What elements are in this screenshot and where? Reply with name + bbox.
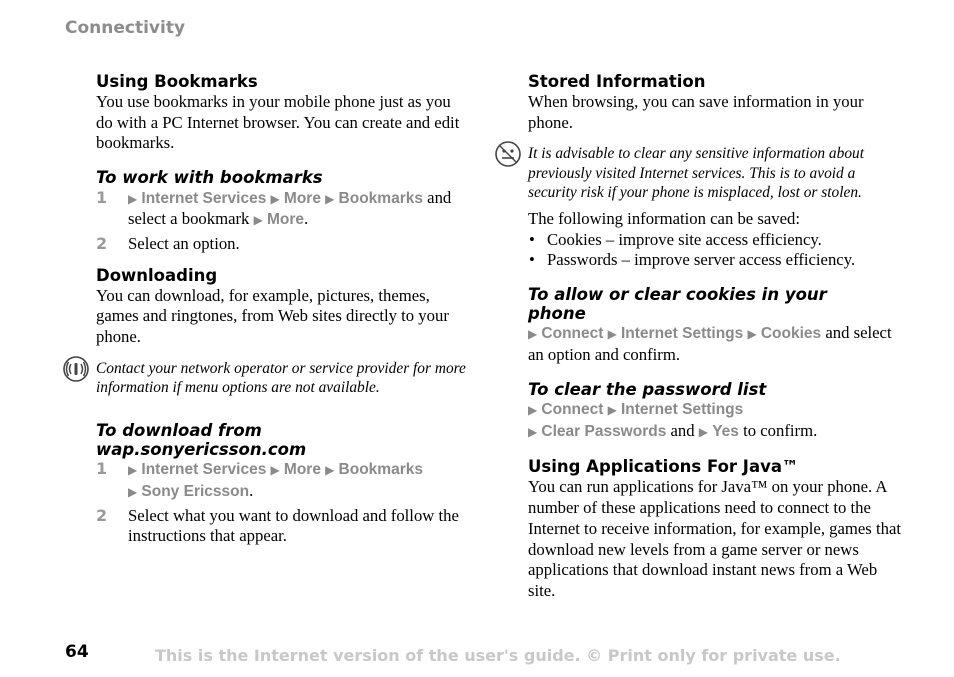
arrow-icon: ▶ <box>528 403 538 418</box>
network-note <box>96 359 468 397</box>
arrow-icon: ▶ <box>128 463 138 478</box>
download-step-2 <box>96 506 468 547</box>
heading-line-2: wap.sonyericsson.com <box>96 439 307 459</box>
step-number: 1 <box>96 459 108 479</box>
stored-body: When browsing, you can save information in your phone. <box>528 92 864 132</box>
section-title: Connectivity <box>65 18 186 38</box>
left-column <box>96 72 468 547</box>
heading-java: Using Applications For Java™ <box>528 457 799 477</box>
list-intro: The following information can be saved: <box>528 209 801 229</box>
menu-path-connect: Connect <box>541 401 604 419</box>
network-note-icon <box>62 355 90 383</box>
arrow-icon: ▶ <box>270 191 280 206</box>
arrow-icon: ▶ <box>607 403 617 418</box>
menu-path-clear-passwords: Clear Passwords <box>541 422 667 440</box>
note-text: Contact your network operator or service provider for more information if menu options are not available. <box>96 359 466 397</box>
menu-path-internet-services: Internet Services <box>141 461 267 479</box>
footer-note: This is the Internet version of the user's guide. © Print only for private use. <box>155 646 841 665</box>
password-steps <box>528 399 902 442</box>
step-number: 2 <box>96 234 108 254</box>
heading-using-bookmarks: Using Bookmarks <box>96 72 258 91</box>
arrow-icon: ▶ <box>270 463 280 478</box>
step-text: to confirm. <box>738 420 818 440</box>
step-text: Select what you want to download and follow the instructions that appear. <box>128 505 459 546</box>
bookmarks-body: You use bookmarks in your mobile phone just as you do with a PC Internet browser. You can create and edit bookmarks. <box>96 92 460 153</box>
menu-path-more: More <box>266 211 305 229</box>
java-body: You can run applications for Java™ on your phone. A number of these applications need to connect to the Internet to receive information, for example, games that download new levels from a game server or news applications that download instant news from a Web site. <box>528 477 901 600</box>
step-text: and select an option and confirm. <box>528 323 892 364</box>
saved-info-list <box>528 230 902 271</box>
arrow-icon: ▶ <box>325 191 335 206</box>
step-text: Select an option. <box>128 234 240 254</box>
heading-stored-information: Stored Information <box>528 72 706 91</box>
menu-path-bookmarks: Bookmarks <box>338 189 423 207</box>
page-number: 64 <box>65 642 89 662</box>
list-item: • Cookies – improve site access efficiency. <box>528 230 902 251</box>
bookmarks-step-2 <box>96 234 468 255</box>
heading-line-1: To allow or clear cookies in your <box>528 285 827 305</box>
step-text: and select a bookmark <box>128 187 452 229</box>
menu-path-bookmarks: Bookmarks <box>338 461 423 479</box>
menu-path-sony-ericsson: Sony Ericsson <box>141 482 250 500</box>
menu-path-internet-settings: Internet Settings <box>620 401 744 419</box>
arrow-icon: ▶ <box>698 424 709 439</box>
arrow-icon: ▶ <box>325 463 335 478</box>
step-number: 2 <box>96 505 108 525</box>
menu-path-more: More <box>283 189 321 207</box>
security-note <box>528 144 902 202</box>
menu-path-internet-settings: Internet Settings <box>620 325 744 343</box>
heading-line-1: To download from <box>96 421 262 441</box>
step-number: 1 <box>96 187 108 207</box>
arrow-icon: ▶ <box>607 327 617 342</box>
arrow-icon: ▶ <box>747 327 757 342</box>
menu-path-connect: Connect <box>541 325 604 343</box>
bookmarks-step-1 <box>96 188 468 231</box>
arrow-icon: ▶ <box>253 213 263 228</box>
downloading-body: You can download, for example, pictures, themes, games and ringtones, from Web sites directly to your phone. <box>96 285 449 347</box>
heading-clear-password: To clear the password list <box>528 379 767 399</box>
arrow-icon: ▶ <box>528 424 538 439</box>
arrow-icon: ▶ <box>128 191 138 206</box>
arrow-icon: ▶ <box>128 484 138 499</box>
download-step-1 <box>96 459 468 502</box>
cookies-steps <box>528 323 902 365</box>
heading-work-with-bookmarks: To work with bookmarks <box>96 168 323 188</box>
menu-path-internet-services: Internet Services <box>141 189 267 207</box>
tip-note-icon <box>494 140 522 168</box>
note-text: It is advisable to clear any sensitive information about previously visited Internet services. This is to avoid a security risk if your phone is misplaced, lost or stolen. <box>528 145 864 201</box>
arrow-icon: ▶ <box>528 327 538 342</box>
heading-downloading: Downloading <box>96 265 218 285</box>
list-item: • Passwords – improve server access efficiency. <box>528 250 902 271</box>
menu-path-more: More <box>283 461 321 479</box>
heading-cookies <box>528 286 902 323</box>
menu-path-yes: Yes <box>712 422 739 440</box>
right-column <box>528 72 902 602</box>
step-text: . <box>304 209 309 229</box>
step-text: . <box>249 480 254 500</box>
heading-line-2: phone <box>528 303 586 323</box>
menu-path-cookies: Cookies <box>760 325 822 343</box>
step-text: and <box>666 420 699 440</box>
heading-download-from <box>96 422 468 459</box>
